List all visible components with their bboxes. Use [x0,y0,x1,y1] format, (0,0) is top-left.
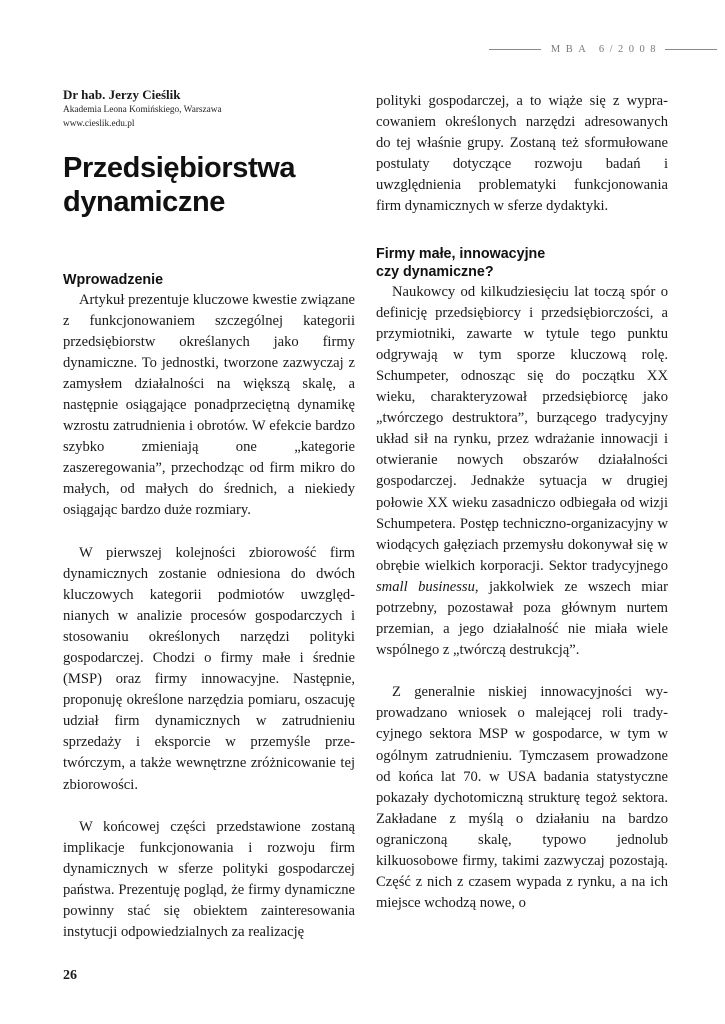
continuation-paragraph: polityki gospodarczej, a to wiąże się z wypracowaniem określonych narzędzi adresowanych do tej właśnie grupy. Zostaną też sformułowane postulaty dotyczące rozwoju badań i uwzględnienia problematyki funkcjonowania firm dynamicznych w sferze dydaktyki. [376,93,668,215]
article-title: Przedsiębiorstwa dynamiczne [63,152,296,218]
section-heading-line-2: czy dynamiczne? [376,264,494,281]
left-column [63,86,355,943]
intro-paragraph-3: W końcowej części przedstawione zostaną implikacje funkcjonowania i rozwoju firm dynamicznych w sferze polityki gospodarczej państwa. Prezentuję pogląd, że firmy dynamiczne powinny stać się obiektem zainteresowania instytucji odpowiedzialnych za realizację [63,818,355,941]
intro-heading: Wprowadzenie [63,272,164,288]
author-affiliation: Akademia Leona Komińskiego, Warszawa [63,105,222,115]
journal-label: MBA 6/2008 [550,44,661,55]
author-name: Dr hab. Jerzy Cieślik [63,87,181,102]
intro-paragraph-1: Artykuł prezentuje kluczowe kwestie związane z funkcjonowaniem szczególnej kategorii przedsiębiorstw określanych jako firmy dynamiczne. To jednostki, tworzone zazwyczaj z zamysłem działalności na większą skalę, a następnie osiągające ponadprzeciętną dynamikę wzrostu zatrudnienia i obrotów. W efekcie bardzo szybko zmieniają one „kategorie zaszeregowania”, przechodząc od firm mikro do małych, od małych do średnich, a niekiedy osiągając bardzo duże rozmiary. [63,291,355,519]
header-rule-left [489,49,541,50]
section-heading [376,245,668,282]
section-heading-line-1: Firmy małe, innowacyjne [376,245,546,262]
section-paragraph-1-part-a: Naukowcy od kilkudziesięciu lat toczą spór o definicję przedsiębiorcy i przedsiębiorczości, a przymiotniki, zawarte w tytule tego punktu odgrywają w tym sporze kluczową rolę. Schumpeter, odnosząc się do początku XX wieku, charakteryzował przedsiębiorcę jako „twórczego destruktora”, burzącego tradycyjny układ sił na rynku, przez wdrażanie innowacji i otwieranie nowych obszarów działalności gospodarczej. Jednakże sytuacja w drugiej połowie XX wieku zasadniczo odbiegała od wizji Schumpetera. Postęp techniczno-organizacyjny w wiodących gałęziach przemysłu dokonywał się w obrębie wielkich korporacji. Sektor tradycyjnego [376,283,668,574]
author-url: www.cieslik.edu.pl [63,118,135,129]
right-column [376,91,668,914]
section-paragraph-2: Z generalnie niskiej innowacyjności wyprowadzano wniosek o malejącej roli tradycyjnego sektora MSP w gospodarce, w tym w ogólnym zatrudnieniu. Tymczasem prowadzone od końca lat 70. w USA badania statystyczne pokazały dychotomiczną strukturę tegoż sektora. Zakładane z myślą o działaniu na bardzo ograniczoną skalę, typowo jednolub kilkuosobowe firmy, takimi zazwyczaj pozostają. Część z nich z czasem wypada z rynku, a na ich miejsce wchodzą nowe, o [376,684,668,912]
journal-header [0,44,725,55]
header-rule-right [665,49,717,50]
intro-paragraph-2: W pierwszej kolejności zbiorowość firm dynamicznych zostanie odniesiona do dwóch kluczowych kategorii podmiotów uwzględnianych w analizie procesów gospodarczych i stosowaniu określonych narzędzi polityki gospodarczej. Chodzi o firmy małe i średnie (MSP) oraz firmy innowacyjne. Następnie, proponuję określone narzędzia pomiaru, oszacuję udział firm dynamicznych w zatrudnieniu sprzedaży i eksporcie w przemyśle przetwórczym, a także wewnętrzne zróżnicowanie tej zbiorowości. [63,544,355,793]
page-number: 26 [63,968,77,983]
section-paragraph-1-part-b: , jakkolwiek ze wszech miar potrzebny, pozostawał poza głównym nurtem przemian, a jego działalność nie miała wiele wspólnego z „twórczą destrukcją”. [376,578,669,659]
section-paragraph-1 [376,282,668,662]
italic-term: small businessu [376,578,475,595]
